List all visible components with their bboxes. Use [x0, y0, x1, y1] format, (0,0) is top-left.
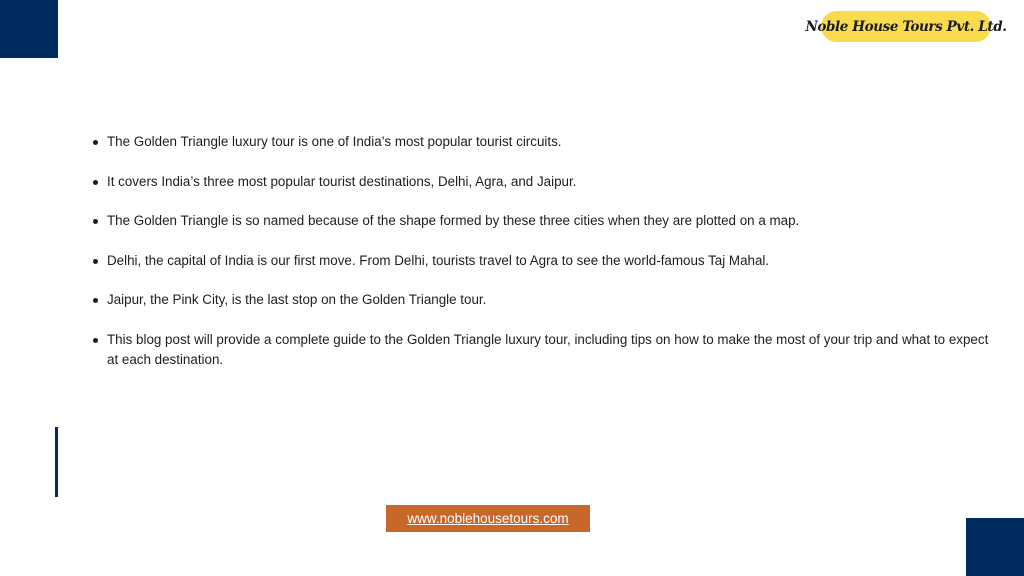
corner-decoration-bottom-right [966, 518, 1024, 576]
company-logo-text: Noble House Tours Pvt. Ltd. [805, 18, 1007, 35]
bullet-item [92, 290, 992, 310]
vertical-accent-line [55, 427, 58, 497]
company-logo [805, 11, 1007, 42]
bullet-item [92, 330, 992, 370]
bullet-dot-icon [93, 298, 98, 303]
bullet-item [92, 211, 992, 231]
bullet-text: Delhi, the capital of India is our first move. From Delhi, tourists travel to Agra to see the world-famous Taj Mahal. [107, 252, 770, 268]
bullet-text: This blog post will provide a complete guide to the Golden Triangle luxury tour, including tips on how to make the most of your trip and what to expect at each destination. [107, 331, 989, 367]
bullet-dot-icon [93, 219, 98, 224]
bullet-text: The Golden Triangle is so named because of the shape formed by these three cities when they are plotted on a map. [107, 213, 800, 228]
bullet-item [92, 251, 992, 271]
bullet-item [92, 172, 992, 192]
bullet-text: It covers India’s three most popular tourist destinations, Delhi, Agra, and Jaipur. [107, 173, 577, 189]
website-url-badge[interactable] [386, 505, 590, 532]
corner-decoration-top-left [0, 0, 58, 58]
bullet-dot-icon [93, 180, 98, 185]
bullet-text: The Golden Triangle luxury tour is one of India’s most popular tourist circuits. [107, 134, 562, 149]
bullet-dot-icon [93, 140, 98, 145]
bullet-item [92, 132, 992, 152]
website-url-link[interactable]: www.noblehousetours.com [407, 511, 569, 526]
bullet-list [92, 132, 992, 389]
bullet-dot-icon [93, 259, 98, 264]
bullet-text: Jaipur, the Pink City, is the last stop on the Golden Triangle tour. [107, 292, 487, 307]
bullet-dot-icon [93, 338, 98, 343]
